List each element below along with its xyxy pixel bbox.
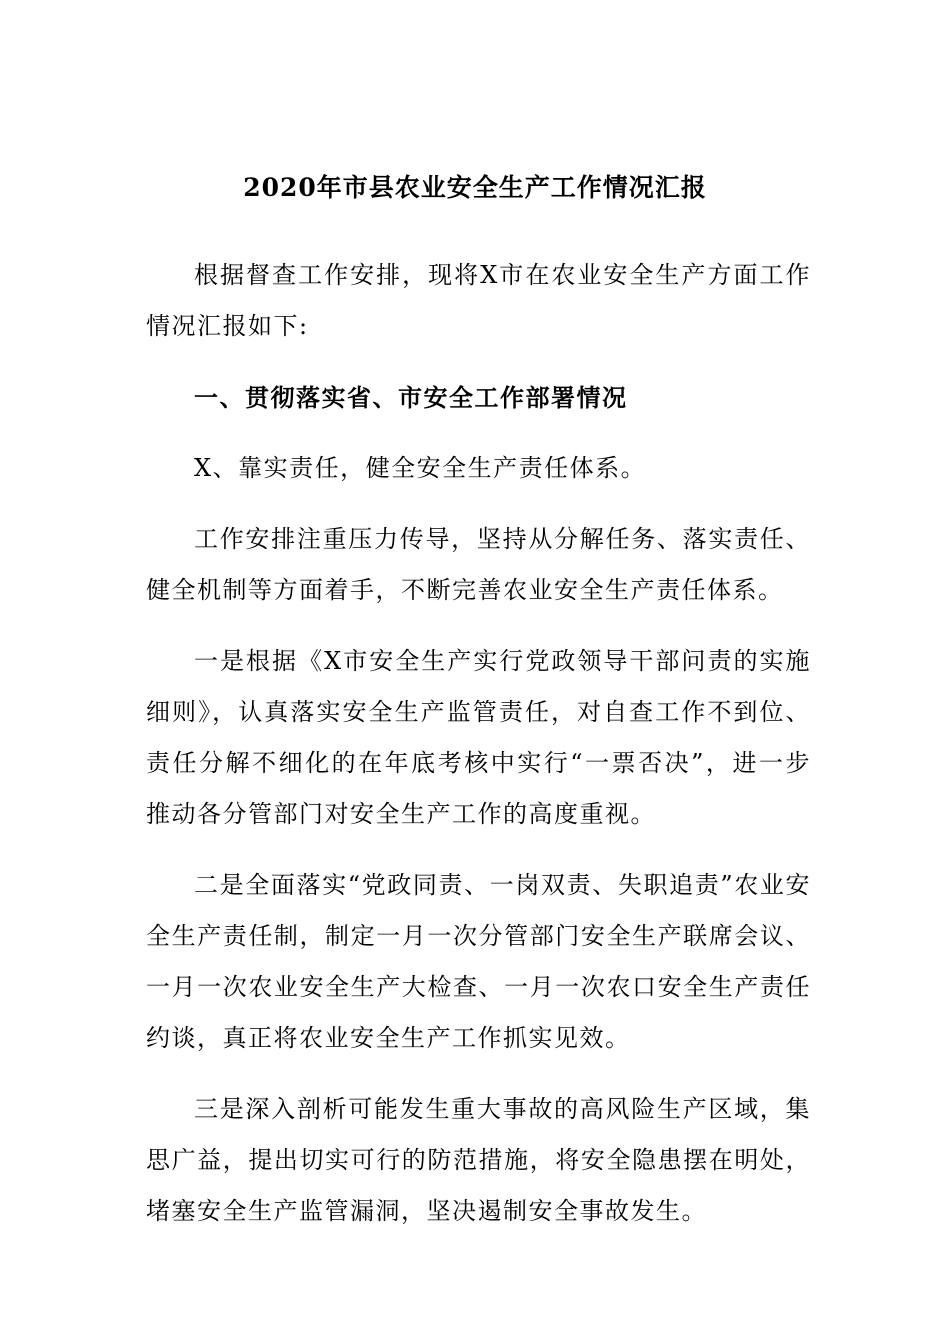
- subsection-heading: X、靠实责任，健全安全生产责任体系。: [194, 454, 647, 482]
- document-body: [146, 250, 811, 1257]
- section-heading: 一、贯彻落实省、市安全工作部署情况: [194, 383, 628, 412]
- intro-paragraph: 根据督查工作安排，现将X市在农业安全生产方面工作情况汇报如下:: [146, 261, 811, 340]
- document-title: 2020年市县农业安全生产工作情况汇报: [243, 173, 707, 202]
- body-paragraph: 三是深入剖析可能发生重大事故的高风险生产区域，集思广益，提出切实可行的防范措施，将安全隐患摆在明处，堵塞安全生产监管漏洞，坚决遏制安全事故发生。: [146, 1095, 811, 1225]
- body-paragraph: 二是全面落实“党政同责、一岗双责、失职追责”农业安全生产责任制，制定一月一次分管部门安全生产联席会议、一月一次农业安全生产大检查、一月一次农口安全生产责任约谈，真正将农业安全生产工作抓实见效。: [146, 871, 811, 1052]
- body-paragraph: 一是根据《X市安全生产实行党政领导干部问责的实施细则》，认真落实安全生产监管责任，对自查工作不到位、责任分解不细化的在年底考核中实行“一票否决”，进一步推动各分管部门对安全生产工作的高度重视。: [146, 647, 811, 828]
- body-paragraph: 工作安排注重压力传导，坚持从分解任务、落实责任、健全机制等方面着手，不断完善农业安全生产责任体系。: [146, 525, 811, 604]
